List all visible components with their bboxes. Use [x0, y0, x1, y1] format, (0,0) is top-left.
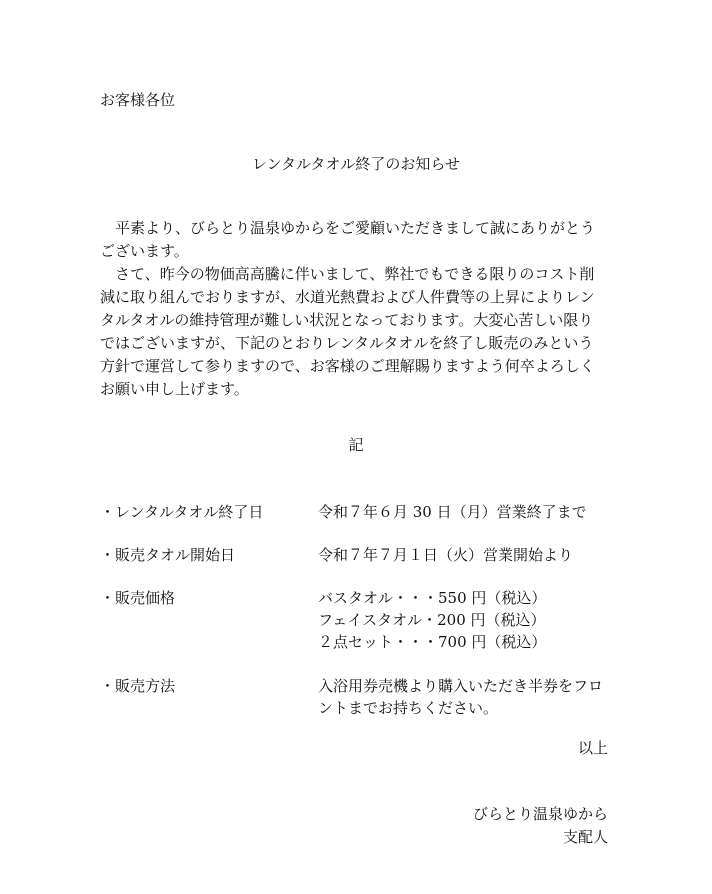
item-label-price: ・販売価格	[100, 589, 176, 607]
item-value-price: バスタオル・・・550 円（税込）	[318, 589, 547, 607]
item-label-sale-start: ・販売タオル開始日	[100, 546, 236, 564]
item-label-towel-end: ・レンタルタオル終了日	[100, 503, 264, 521]
item-value-towel-end: 令和７年６月 30 日（月）営業終了まで	[318, 503, 587, 521]
body-line: さて、昨今の物価高高騰に伴いまして、弊社でもできる限りのコスト削	[100, 265, 595, 283]
item-value-sale-start: 令和７年７月１日（火）営業開始より	[318, 546, 574, 564]
body-line: ではございますが、下記のとおりレンタルタオルを終了し販売のみという	[100, 334, 594, 352]
item-value-price: フェイスタオル・200 円（税込）	[318, 611, 546, 629]
body-line: 減に取り組んでおりますが、水道光熱費および人件費等の上昇によりレン	[100, 288, 595, 306]
item-value-price: ２点セット・・・700 円（税込）	[318, 633, 547, 651]
closing-ijo: 以上	[577, 739, 608, 757]
salutation: お客様各位	[100, 91, 176, 109]
ki-heading: 記	[348, 436, 364, 454]
body-line: ございます。	[100, 242, 189, 260]
body-line: お願い申し上げます。	[100, 380, 249, 398]
item-value-method: ントまでお持ちください。	[318, 699, 499, 717]
sender-title: 支配人	[562, 828, 608, 846]
item-label-method: ・販売方法	[100, 677, 176, 695]
notice-title: レンタルタオル終了のお知らせ	[252, 155, 460, 173]
item-value-method: 入浴用券売機より購入いただき半券をフロ	[318, 677, 604, 695]
body-line: タルタオルの維持管理が難しい状況となっております。大変心苦しい限り	[100, 311, 594, 329]
sender-name: びらとり温泉ゆから	[472, 805, 608, 823]
body-line: 方針で運営して参りますので、お客様のご理解賜りますよう何卒よろしく	[100, 357, 595, 375]
body-line: 平素より、びらとり温泉ゆからをご愛顧いただきまして誠にありがとう	[100, 219, 596, 237]
